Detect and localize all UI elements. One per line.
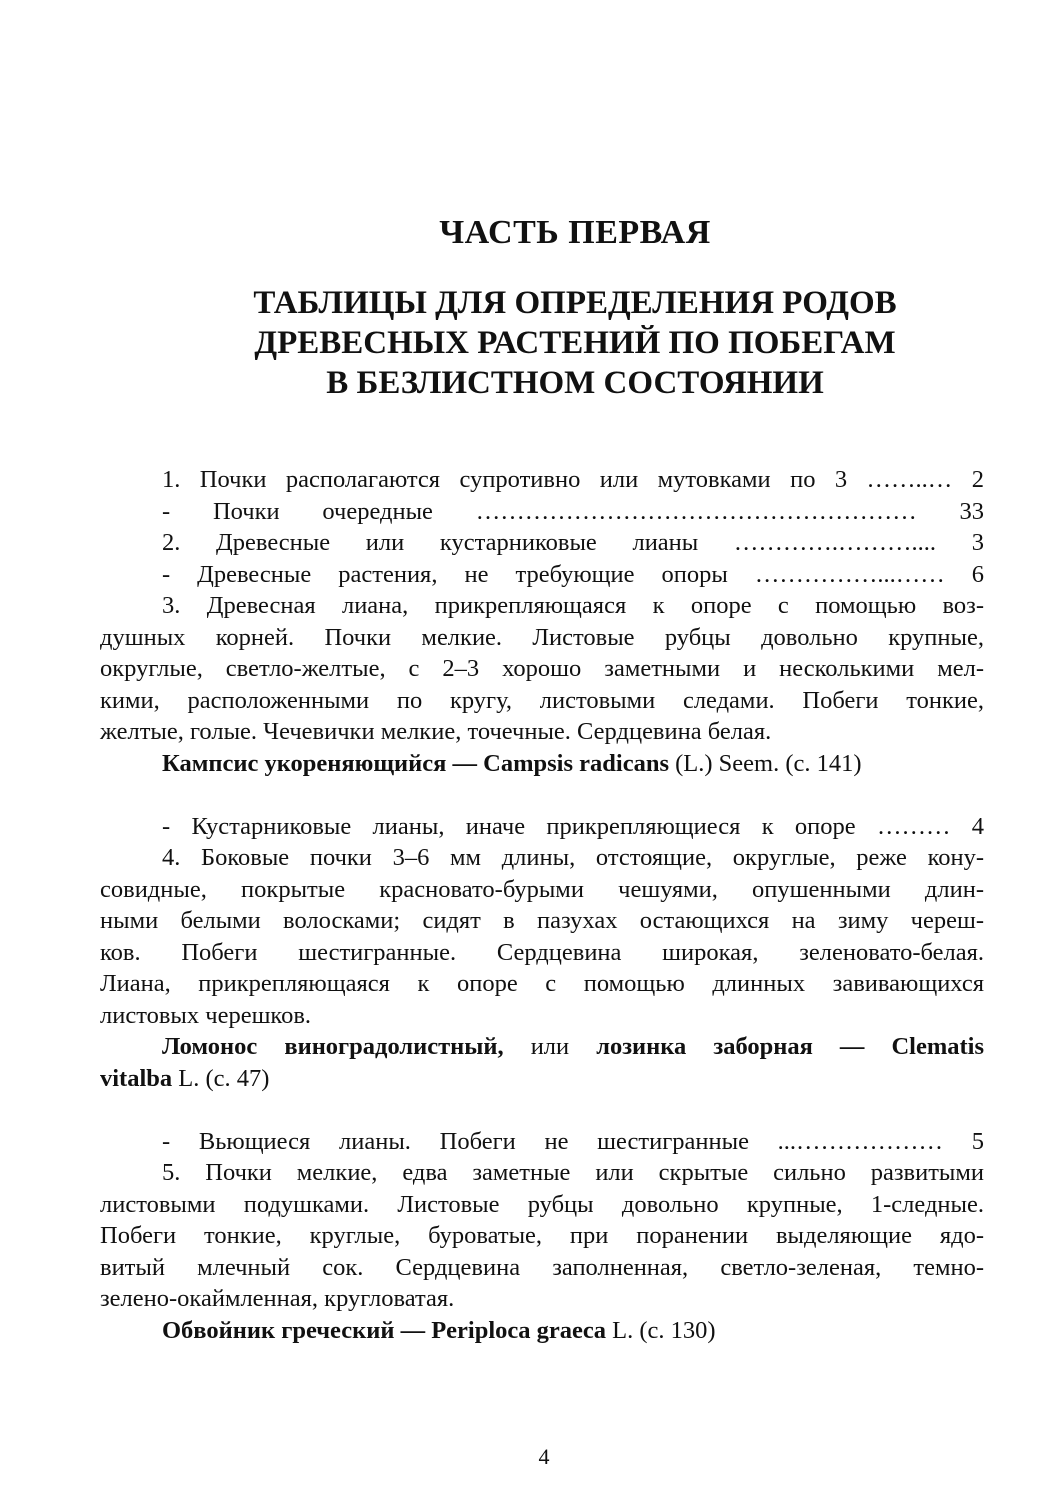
key-entry-4-line: совидные, покрытые красновато-бурыми чешуями, опушенными длин-	[100, 875, 984, 903]
key-entry-5-line: 5. Почки мелкие, едва заметные или скрытые сильно развитыми	[162, 1159, 984, 1186]
species-name: Ломонос виноградолистный, или лозинка заборная — Clematis	[162, 1033, 985, 1060]
key-entry-4-line: ков. Побеги шестигранные. Сердцевина широкая, зеленовато-белая.	[100, 938, 984, 966]
key-entry-3-line: 3. Древесная лиана, прикрепляющаяся к опоре с помощью воз-	[162, 592, 984, 619]
key-entry-5-line: листовыми подушками. Листовые рубцы довольно крупные, 1-следные.	[100, 1190, 984, 1218]
key-entry-4-alt: - Вьющиеся лианы. Побеги не шестигранные ...……………… 5	[162, 1127, 984, 1155]
page-number: 4	[538, 1444, 550, 1469]
key-ref: 3	[971, 529, 984, 556]
main-title-line: ДРЕВЕСНЫХ РАСТЕНИЙ ПО ПОБЕГАМ	[254, 325, 896, 361]
key-entry-4-line: Лиана, прикрепляющаяся к опоре с помощью длинных завивающихся	[100, 970, 984, 997]
key-entry-3-alt: - Кустарниковые лианы, иначе прикрепляющиеся к опоре ……… 4	[162, 812, 985, 840]
species-name-cont: vitalba L. (с. 47)	[100, 1064, 270, 1092]
key-entry-5-line: Побеги тонкие, круглые, буроватые, при поранении выделяющие ядо-	[100, 1222, 984, 1249]
key-entry-5-line: витый млечный сок. Сердцевина заполненная, светло-зеленая, темно-	[100, 1253, 984, 1281]
key-entry-3-line: душных корней. Почки мелкие. Листовые рубцы довольно крупные,	[100, 623, 984, 651]
main-title	[0, 283, 1060, 403]
main-title-line: В БЕЗЛИСТНОМ СОСТОЯНИИ	[326, 365, 824, 401]
part-title: ЧАСТЬ ПЕРВАЯ	[439, 214, 711, 251]
main-title-line: ТАБЛИЦЫ ДЛЯ ОПРЕДЕЛЕНИЯ РОДОВ	[253, 285, 897, 321]
key-ref: 2	[971, 466, 984, 493]
species-name: Кампсис укореняющийся — Campsis radicans (L.) Seem. (с. 141)	[162, 749, 862, 777]
key-entry-3-line: округлые, светло-желтые, с 2–3 хорошо заметными и несколькими мел-	[100, 655, 984, 682]
key-entry-4-line: 4. Боковые почки 3–6 мм длины, отстоящие, округлые, реже кону-	[162, 844, 984, 871]
key-entry-2: 2. Древесные или кустарниковые лианы ………….……….... 3	[162, 529, 984, 556]
key-ref: 6	[971, 560, 985, 588]
key-block-1	[100, 464, 984, 1346]
species-name: Обвойник греческий — Periploca graeca L. (с. 130)	[162, 1316, 716, 1344]
key-ref: 4	[971, 812, 985, 840]
key-entry-5-line: зелено-окаймленная, кругловатая.	[100, 1285, 455, 1312]
key-ref: 33	[959, 497, 984, 525]
key-ref: 5	[971, 1127, 984, 1155]
key-entry-1-alt: - Почки очередные ……………………………………………… 33	[162, 497, 984, 525]
key-entry-3-line: желтые, голые. Чечевички мелкие, точечные. Сердцевина белая.	[100, 718, 772, 745]
key-entry-4-line: ными белыми волосками; сидят в пазухах остающихся на зиму череш-	[100, 907, 984, 934]
key-entry-4-line: листовых черешков.	[100, 1001, 312, 1029]
key-entry-1: 1. Почки располагаются супротивно или мутовками по 3 ……..… 2	[162, 466, 984, 493]
key-entry-3-line: кими, расположенными по кругу, листовыми следами. Побеги тонкие,	[100, 686, 984, 714]
key-entry-2-alt: - Древесные растения, не требующие опоры ……………...…… 6	[162, 560, 985, 588]
